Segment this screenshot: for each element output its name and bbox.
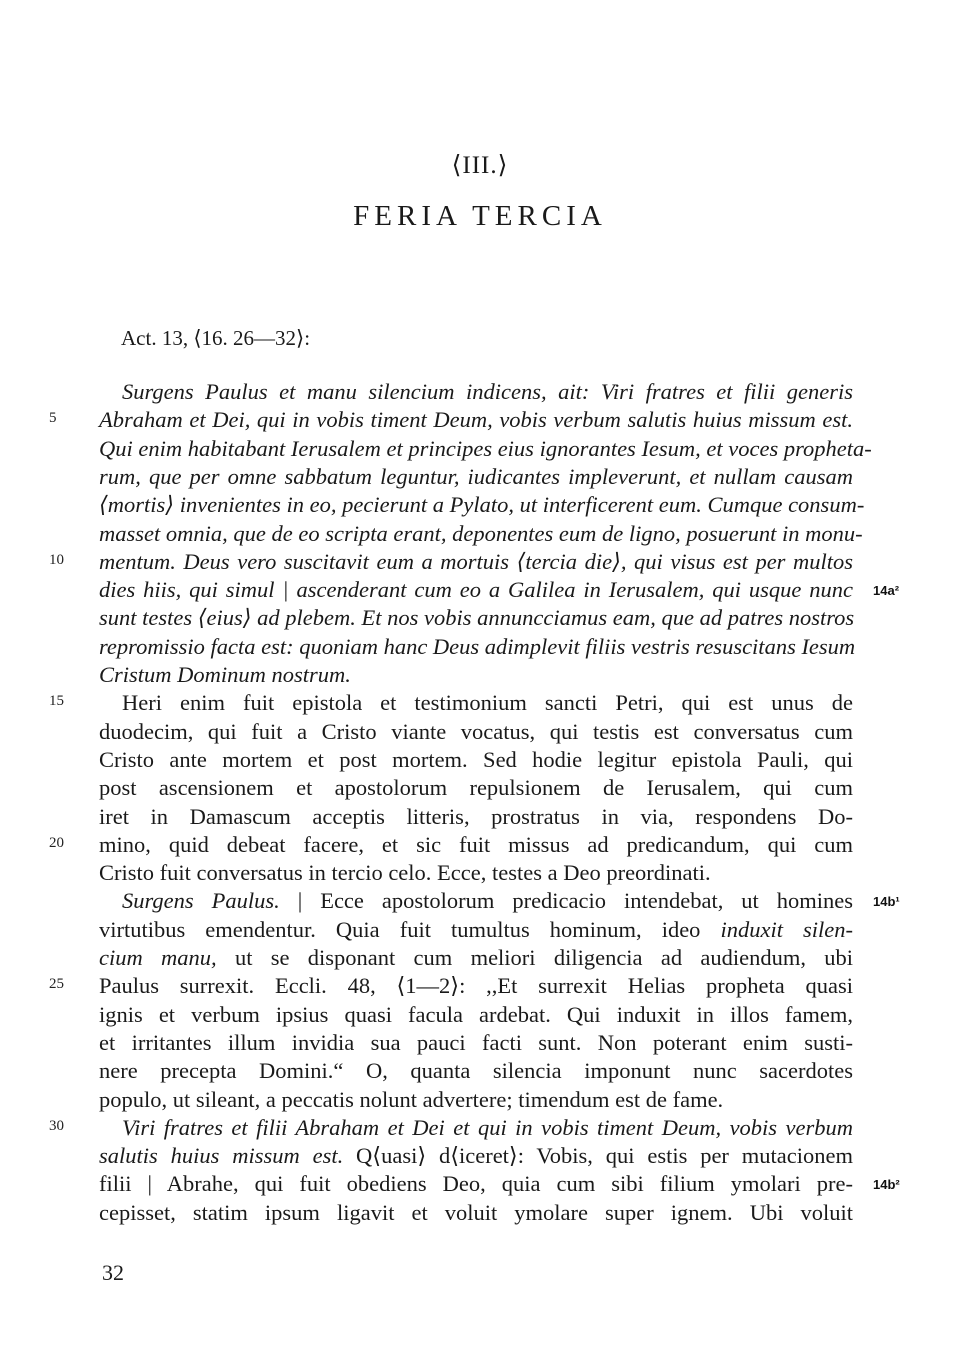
text-line [99,661,853,689]
scripture-reference: Act. 13, ⟨16. 26—32⟩: [121,326,311,350]
folio-margin-note: 14b² [873,1177,900,1193]
text-line [99,1001,853,1029]
roman-text: populo, ut sileant, a peccatis nolunt advertere; timendum est de fame. [99,1086,724,1112]
roman-text: Cristo ante mortem et post mortem. Sed hodie legitur epistola Pauli, qui [99,746,853,772]
italic-text: repromissio facta est: quoniam hanc Deus adimplevit filiis vestris resuscitans Iesum [99,633,856,659]
text-line [122,378,853,406]
italic-text: salutis huius missum est. [99,1143,344,1169]
text-line [122,1114,853,1142]
text-line [99,576,853,604]
roman-text: virtutibus emendentur. Quia fuit tumultus hominum, ideo [99,916,721,942]
italic-text: masset omnia, que de eo scripta erant, deponentes eum de ligno, posuerunt in monu- [99,520,863,546]
roman-text: ut se disponant cum meliori diligencia ad audiendum, ubi [216,945,853,970]
italic-text: rum, que per omne sabbatum leguntur, iudicantes impleverunt, et nullam causam [99,463,853,489]
roman-text: ignis et verbum ipsius quasi facula ardebat. Qui induxit in illos famem, [99,1001,853,1027]
text-line [99,1199,853,1227]
italic-text: Surgens Paulus. [122,888,280,914]
roman-text: Heri enim fuit epistola et testimonium sancti Petri, qui est unus de [122,690,853,716]
text-line [99,604,853,632]
roman-text: Cristo fuit conversatus in tercio celo. Ecce, testes a Deo preordinati. [99,860,711,886]
text-line [99,803,853,831]
text-line [99,520,863,548]
line-number: 20 [49,834,64,851]
text-line [99,548,853,576]
text-line [99,831,853,859]
roman-text: iret in Damascum acceptis litteris, prostratus in via, respondens Do- [99,803,853,829]
text-line [99,633,856,661]
text-line [99,1057,853,1085]
text-line [122,689,853,717]
roman-text: | Ecce apostolorum predicacio intendebat, ut homines [279,888,853,914]
roman-text: cepisset, statim ipsum ligavit et voluit ymolare super ignem. Ubi voluit [99,1199,853,1225]
line-number: 15 [49,693,64,710]
page-title: FERIA TERCIA [353,200,607,232]
italic-text: Abraham et Dei, qui in vobis timent Deum, vobis verbum salutis huius missum est. [99,407,853,433]
line-number: 25 [49,976,64,993]
italic-text: mentum. Deus vero suscitavit eum a mortuis ⟨tercia die⟩, qui visus est per multos [99,548,853,574]
italic-text: ⟨mortis⟩ invenientes in eo, pecierunt a Pylato, ut interficerent eum. Cumque consum- [99,492,865,518]
text-line [99,746,853,774]
text-line [99,1142,853,1170]
page-number: 32 [102,1260,124,1285]
folio-margin-note: 14a² [873,583,900,599]
text-line [99,406,853,434]
italic-text: induxit silen- [720,916,854,942]
text-line [99,1029,853,1057]
roman-text: et irritantes illum invidia sua pauci facti sunt. Non poterant enim susti- [99,1029,853,1055]
text-line [122,887,853,915]
line-number: 5 [49,410,57,427]
folio-margin-note: 14b¹ [873,894,900,910]
italic-text: Viri fratres et filii Abraham et Dei et qui in vobis timent Deum, vobis verbum [122,1114,853,1140]
roman-text: nere precepta Domini.“ O, quanta silencia imponunt nunc sacerdotes [99,1058,853,1084]
text-line [99,718,853,746]
text-line [99,1086,853,1114]
roman-text: duodecim, qui fuit a Cristo viante vocatus, qui testis est conversatus cum [99,718,853,744]
text-line [99,463,853,491]
text-line [99,972,853,1000]
italic-text: sunt testes ⟨eius⟩ ad plebem. Et nos vobis annuncciamus eam, que ad patres nostros [99,605,855,631]
line-number: 30 [49,1117,64,1134]
text-line [99,859,853,887]
text-line [99,491,865,519]
roman-text: mino, quid debeat facere, et sic fuit missus ad predicandum, qui cum [99,831,853,857]
text-line [99,916,853,944]
text-line [99,774,853,802]
roman-text: post ascensionem et apostolorum repulsionem de Ierusalem, qui cum [99,775,853,801]
chapter-number: ⟨III.⟩ [451,152,509,179]
text-line [99,1170,853,1198]
italic-text: Qui enim habitabant Ierusalem et principes eius ignorantes Iesum, et voces propheta- [99,435,872,461]
italic-text: Cristum Dominum nostrum. [99,662,351,687]
italic-text: dies hiis, qui simul | ascenderant cum eo a Galilea in Ierusalem, qui usque nunc [99,577,853,603]
roman-text: Paulus surrexit. Eccli. 48, ⟨1—2⟩: ,,Et surrexit Helias propheta quasi [99,973,853,999]
text-line [99,435,872,463]
roman-text: filii | Abrahe, qui fuit obediens Deo, quia cum sibi filium ymolari pre- [99,1171,853,1197]
italic-text: Surgens Paulus et manu silencium indicens, ait: Viri fratres et filii generis [122,379,853,404]
italic-text: cium manu, [99,945,217,970]
roman-text: Q⟨uasi⟩ d⟨iceret⟩: Vobis, qui estis per mutacionem [343,1143,853,1169]
text-line [99,944,853,972]
line-number: 10 [49,551,64,568]
